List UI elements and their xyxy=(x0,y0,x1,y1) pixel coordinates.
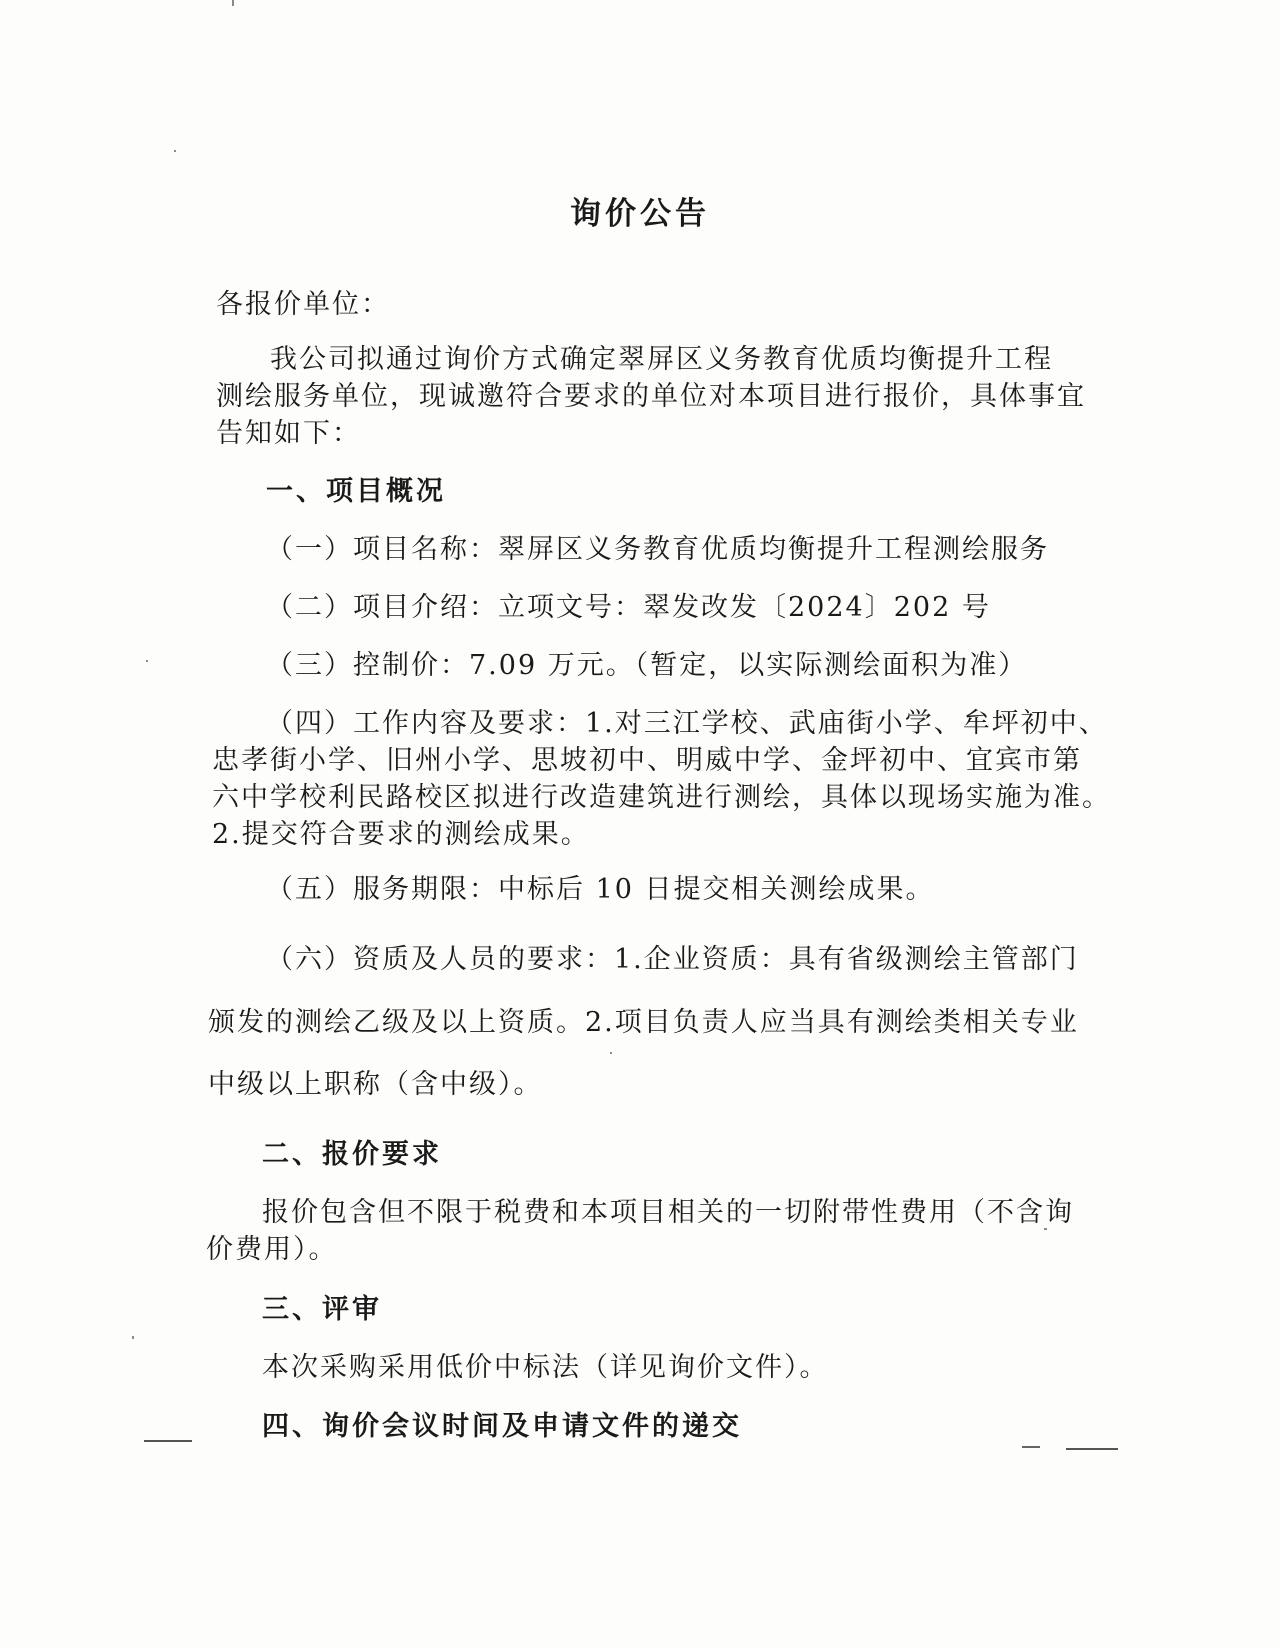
work-content-line-3: 六中学校利民路校区拟进行改造建筑进行测绘，具体以现场实施为准。 xyxy=(212,782,1111,813)
evaluation-text: 本次采购采用低价中标法（详见询价文件）。 xyxy=(262,1352,829,1383)
qualification-line-3: 中级以上职称（含中级）。 xyxy=(208,1069,543,1100)
scan-speck xyxy=(146,660,148,662)
project-name-item: （一）项目名称：翠屏区义务教育优质均衡提升工程测绘服务 xyxy=(266,534,1049,565)
control-price-item: （三）控制价：7.09 万元。（暂定，以实际测绘面积为准） xyxy=(266,650,1028,681)
scan-speck xyxy=(232,0,234,6)
work-content-line-2: 忠孝街小学、旧州小学、思坡初中、明威中学、金坪初中、宜宾市第 xyxy=(212,745,1082,776)
scan-speck xyxy=(610,1052,612,1054)
work-content-line-1: （四）工作内容及要求：1.对三江学校、武庙街小学、牟坪初中、 xyxy=(266,708,1108,739)
scan-speck xyxy=(174,150,176,152)
intro-line-1: 我公司拟通过询价方式确定翠屏区义务教育优质均衡提升工程 xyxy=(270,344,1053,375)
quote-requirement-line-1: 报价包含但不限于税费和本项目相关的一切附带性费用（不含询 xyxy=(262,1197,1074,1228)
scan-edge-mark xyxy=(144,1440,192,1442)
scan-speck xyxy=(132,1336,134,1339)
section-1-heading: 一、项目概况 xyxy=(266,476,446,507)
quote-requirement-line-2: 价费用）。 xyxy=(206,1234,338,1265)
scan-speck xyxy=(1044,1228,1047,1230)
scan-edge-mark xyxy=(1022,1446,1040,1448)
qualification-line-2: 颁发的测绘乙级及以上资质。2.项目负责人应当具有测绘类相关专业 xyxy=(208,1007,1079,1038)
section-3-heading: 三、评审 xyxy=(262,1294,382,1325)
intro-line-2: 测绘服务单位，现诚邀符合要求的单位对本项目进行报价，具体事宜 xyxy=(216,381,1086,412)
service-period-item: （五）服务期限：中标后 10 日提交相关测绘成果。 xyxy=(266,874,935,905)
work-content-line-4: 2.提交符合要求的测绘成果。 xyxy=(212,819,590,850)
qualification-line-1: （六）资质及人员的要求：1.企业资质：具有省级测绘主管部门 xyxy=(266,944,1079,975)
project-intro-item: （二）项目介绍：立项文号：翠发改发〔2024〕202 号 xyxy=(266,592,991,623)
scan-edge-mark xyxy=(1066,1448,1118,1450)
section-4-heading: 四、询价会议时间及申请文件的递交 xyxy=(262,1411,742,1442)
document-title: 询价公告 xyxy=(570,196,710,232)
intro-line-3: 告知如下： xyxy=(216,418,361,449)
section-2-heading: 二、报价要求 xyxy=(262,1139,442,1170)
salutation: 各报价单位： xyxy=(216,289,390,320)
